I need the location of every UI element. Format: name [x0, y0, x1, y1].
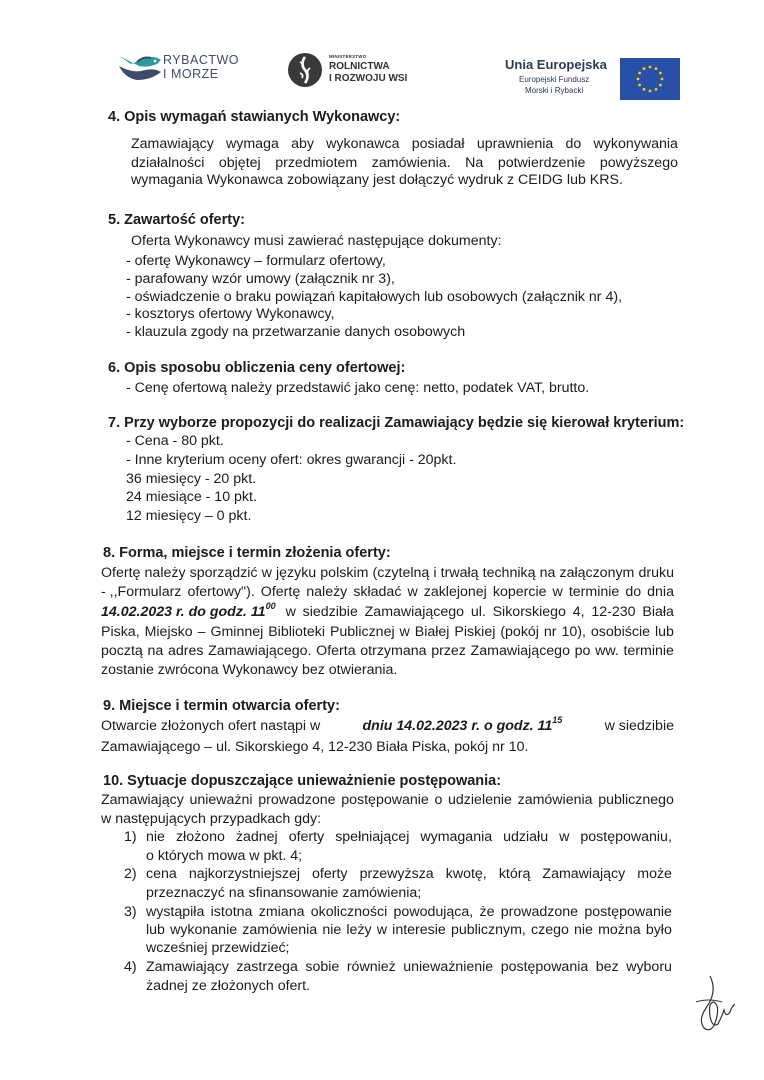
word: sporządzić	[189, 565, 258, 581]
word: języku	[275, 565, 317, 581]
word: unieważni	[189, 792, 253, 808]
word: działalności	[131, 155, 205, 171]
section-9-opening-time: dniu 14.02.2023 r. o godz. $11^{15}$	[362, 715, 563, 734]
word: istotna	[210, 904, 253, 920]
word: druku	[638, 565, 674, 581]
word: siedzibie	[302, 604, 358, 620]
word: interesie	[392, 922, 446, 938]
section-7-line1: - Cena - 80 pkt.	[126, 433, 224, 449]
word: Sikorskiego	[492, 604, 566, 620]
section-8-line4	[101, 622, 674, 642]
word: postępowania	[500, 959, 589, 975]
word: którą	[498, 866, 531, 882]
word: cena	[146, 866, 177, 882]
word: prowadzone	[500, 904, 579, 920]
word: publicznego	[598, 792, 674, 808]
word: wystąpiła	[146, 904, 205, 920]
word: pocztą	[101, 643, 143, 659]
word: Zamawiającego.	[208, 643, 312, 659]
word: najkorzystniejszej	[188, 866, 300, 882]
section-10-item2-line2: przeznaczyć na sfinansowanie zamówienia;	[146, 885, 422, 901]
word: –	[197, 624, 206, 640]
section-5-title: 5. Zawartość oferty:	[108, 212, 245, 228]
word: bez	[595, 959, 619, 975]
word: trwałą	[440, 565, 479, 581]
word: kopercie	[492, 584, 547, 600]
word: wykonanie	[170, 922, 238, 938]
section-10-item3-line1	[146, 902, 672, 922]
word: Zamawiający	[131, 136, 214, 152]
word: lub	[654, 624, 674, 640]
ministry-logo-small: MINISTERSTWO	[329, 54, 367, 59]
section-8-line1	[101, 563, 674, 583]
word: wykonawca	[326, 136, 400, 152]
word: oferty	[312, 866, 348, 882]
word: Piska,	[101, 624, 140, 640]
word: kwotę,	[445, 866, 487, 882]
word: Zamawiający	[146, 959, 229, 975]
ministry-logo-line1: ROLNICTWA	[329, 61, 390, 72]
word: unieważnienie	[403, 959, 494, 975]
section-10-item1-line1	[146, 827, 672, 847]
list-number: 2)	[124, 866, 137, 882]
word: wymaga	[226, 136, 279, 152]
word: Publicznej	[329, 624, 395, 640]
word: okoliczności	[310, 904, 388, 920]
word: nie	[574, 922, 593, 938]
word: - ,,Formularz	[101, 584, 182, 600]
word: Gminnej	[210, 624, 264, 640]
section-8-line6: zostanie zwrócona Wykonawcy bez otwierania.	[101, 662, 398, 678]
word: powodująca,	[393, 904, 474, 920]
word: Biała	[642, 604, 674, 620]
word: Na	[465, 155, 484, 171]
word: adres	[167, 643, 204, 659]
section-10-item1-line2: o których mowa w pkt. 4;	[146, 848, 303, 864]
word: terminie	[568, 584, 620, 600]
word: wymagania	[420, 829, 493, 845]
word: przewyższa	[359, 866, 434, 882]
word: na	[539, 565, 556, 581]
word: że	[479, 904, 495, 920]
word: 4,	[572, 604, 585, 620]
section-7-line3: 36 miesięcy - 20 pkt.	[126, 471, 257, 487]
section-7-line2: - Inne kryterium oceny ofert: okres gwarancji - 20pkt.	[126, 452, 457, 468]
eu-flag-icon	[620, 58, 680, 100]
word: lub	[146, 922, 165, 938]
word: potwierdzenie	[497, 155, 586, 171]
section-9-line1-a: Otwarcie złożonych ofert nastąpi w	[101, 718, 321, 734]
word: spełniającej	[335, 829, 410, 845]
word: żadnej	[235, 829, 278, 845]
ministry-logo-line2: I ROZWOJU WSI	[329, 73, 408, 84]
ministry-logo-icon	[287, 52, 323, 88]
word: udzielenie	[448, 792, 512, 808]
word: zastrzega	[236, 959, 298, 975]
section-8-line2	[101, 582, 674, 602]
word: przedmiotem	[275, 155, 358, 171]
word: postępowaniu,	[580, 829, 672, 845]
section-8-title: 8. Forma, miejsce i termin złożenia oferty:	[103, 545, 391, 561]
section-10-item3-line3: wcześniej przewidzieć;	[146, 940, 290, 956]
word: powyższego	[599, 155, 678, 171]
section-6-title: 6. Opis sposobu obliczenia ceny ofertowej:	[108, 360, 406, 376]
word: Ofertę	[260, 584, 301, 600]
word: może	[637, 866, 672, 882]
word: zamówienia	[517, 792, 593, 808]
word: udziału	[503, 829, 549, 845]
word: Białej	[414, 624, 450, 640]
word: 10),	[561, 624, 586, 640]
word: złożono	[175, 829, 225, 845]
word: w	[559, 829, 570, 845]
word: Zamawiający	[101, 792, 184, 808]
word: zaklejonej	[423, 584, 487, 600]
word: postępowanie	[341, 792, 429, 808]
word: zamówienia	[242, 922, 318, 938]
word: należy	[306, 584, 348, 600]
section-8-line3	[101, 602, 674, 622]
word: zmiana	[258, 904, 305, 920]
word: o	[434, 792, 443, 808]
word: i	[433, 565, 437, 581]
word: na	[147, 643, 164, 659]
section-9-line1-c: w siedzibie	[604, 718, 674, 734]
section-5-item: - ofertę Wykonawcy – formularz ofertowy,	[126, 253, 386, 269]
word: sobie	[305, 959, 340, 975]
word: ofertowy").	[187, 584, 255, 600]
word: leży	[346, 922, 372, 938]
list-number: 3)	[124, 904, 137, 920]
section-5-item: - klauzula zgody na przetwarzanie danych osobowych	[126, 324, 466, 340]
word: aby	[291, 136, 314, 152]
section-7-title: 7. Przy wyborze propozycji do realizacji Zamawiający będzie się kierował kryterium:	[108, 415, 685, 431]
section-7-line4: 24 miesiące - 10 pkt.	[126, 489, 257, 505]
word: w	[407, 584, 418, 600]
word: zamówienia.	[371, 155, 451, 171]
section-4-title: 4. Opis wymagań stawianych Wykonawcy:	[108, 109, 401, 125]
section-7-line5: 12 miesięcy – 0 pkt.	[126, 508, 252, 524]
word: nie	[146, 829, 165, 845]
word: 12-230	[591, 604, 636, 620]
word: w	[261, 565, 272, 581]
word: otrzymana	[360, 643, 427, 659]
word: było	[645, 922, 672, 938]
section-8-line3-rest	[286, 602, 674, 622]
word: Zamawiającego	[470, 643, 570, 659]
word: w	[399, 624, 410, 640]
word: Miejsko	[144, 624, 193, 640]
section-10-item4-line2: żadnej ze złożonych ofert.	[146, 978, 311, 994]
section-9-title: 9. Miejsce i termin otwarcia oferty:	[103, 698, 340, 714]
word: objętej	[218, 155, 261, 171]
word: składać	[353, 584, 402, 600]
section-10-line2: w następujących przypadkach gdy:	[101, 811, 322, 827]
word: techniką	[482, 565, 536, 581]
word: nr	[543, 624, 557, 640]
eu-subtitle-line1: Europejski Fundusz	[519, 75, 590, 84]
eu-subtitle-line2: Morski i Rybacki	[525, 86, 584, 95]
rybactwo-logo-line1: RYBACTWO	[163, 53, 239, 67]
section-5-item: - kosztorys ofertowy Wykonawcy,	[126, 306, 335, 322]
word: ul.	[470, 604, 486, 620]
section-10-item4-line1	[146, 957, 672, 977]
section-9-line1	[101, 716, 674, 736]
word: do	[565, 136, 582, 152]
word: można	[598, 922, 641, 938]
word: prowadzone	[258, 792, 336, 808]
word: w	[552, 584, 563, 600]
word: Oferta	[316, 643, 356, 659]
word: dnia	[647, 584, 674, 600]
word: polskim	[320, 565, 369, 581]
eu-title: Unia Europejska	[505, 57, 607, 72]
word: (czytelną	[372, 565, 430, 581]
rybactwo-logo-line2: I MORZE	[163, 67, 219, 81]
word: również	[346, 959, 396, 975]
section-8-deadline: 14.02.2023 r. do godz. $11^{00}$	[101, 601, 276, 620]
word: Ofertę	[101, 565, 141, 581]
section-4-line3: wymagania Wykonawca zobowiązany jest dołączyć wydruk z CEIDG lub KRS.	[131, 172, 623, 188]
section-6-line1: - Cenę ofertową należy przedstawić jako cenę: netto, podatek VAT, brutto.	[126, 380, 590, 396]
section-10-line1	[101, 790, 674, 810]
word: wyboru	[626, 959, 672, 975]
word: przez	[431, 643, 466, 659]
word: Biblioteki	[268, 624, 325, 640]
section-10-title: 10. Sytuacje dopuszczające unieważnienie postępowania:	[103, 773, 502, 789]
word: nie	[322, 922, 342, 938]
word: czego	[531, 922, 569, 938]
word: załączonym	[559, 565, 635, 581]
section-5-item: - oświadczenie o braku powiązań kapitałowych lub osobowych (załącznik nr 4),	[126, 289, 623, 305]
section-8-line5	[101, 641, 674, 661]
word: oferty	[288, 829, 325, 845]
section-5-item: - parafowany wzór umowy (załącznik nr 3),	[126, 271, 395, 287]
word: posiadał	[411, 136, 465, 152]
word: terminie	[623, 643, 674, 659]
list-number: 1)	[124, 829, 137, 845]
fish-logo-icon	[117, 50, 163, 84]
section-10-item3-line2	[146, 920, 672, 940]
word: do	[625, 584, 642, 600]
word: po	[574, 643, 591, 659]
section-4-line1	[131, 134, 678, 154]
list-number: 4)	[124, 959, 137, 975]
word: osobiście	[590, 624, 651, 640]
word: postępowanie	[584, 904, 672, 920]
word: należy	[144, 565, 186, 581]
word: uprawnienia	[476, 136, 554, 152]
section-10-item2-line1	[146, 864, 672, 884]
word: Zamawiającego	[364, 604, 465, 620]
signature-initials-icon	[688, 972, 738, 1042]
word: wykonywania	[593, 136, 678, 152]
word: w	[285, 604, 296, 620]
word: w	[376, 922, 388, 938]
word: Piskiej	[454, 624, 496, 640]
word: ww.	[595, 643, 619, 659]
word: (pokój	[500, 624, 539, 640]
section-5-intro: Oferta Wykonawcy musi zawierać następujące dokumenty:	[131, 233, 502, 249]
section-9-line2: Zamawiającego – ul. Sikorskiego 4, 12-230 Biała Piska, pokój nr 10.	[101, 739, 529, 755]
word: Zamawiający	[542, 866, 626, 882]
word: publicznym,	[450, 922, 526, 938]
